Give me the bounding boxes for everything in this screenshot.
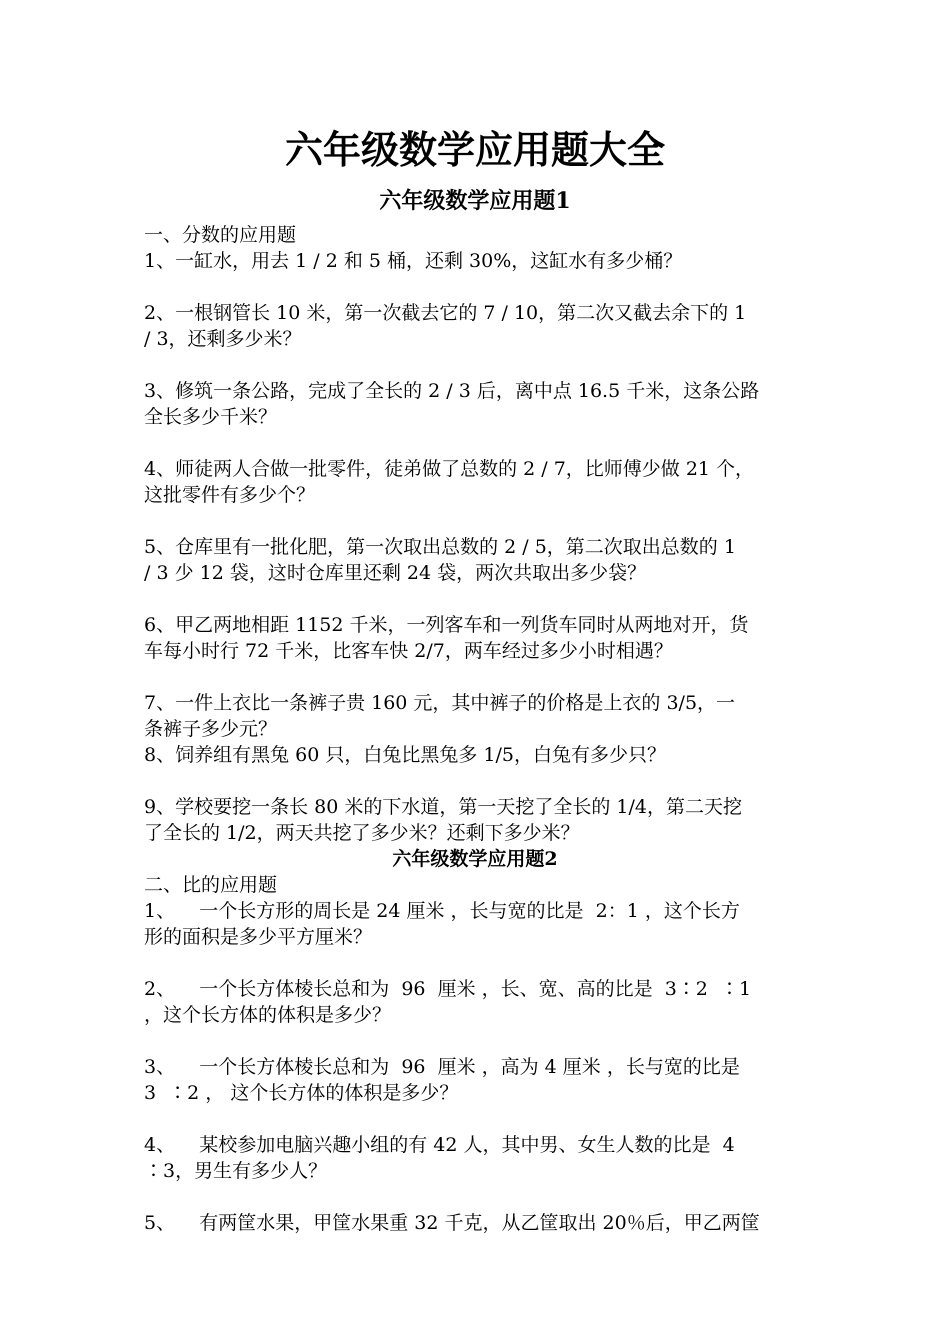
section2-body [144, 872, 814, 1236]
question-9-line-2: 了全长的 1/2，两天共挖了多少米？还剩下多少米？ [144, 822, 580, 844]
question-6-line-1: 6、甲乙两地相距 1152 千米，一列客车和一列货车同时从两地对开，货 [144, 614, 749, 636]
question-3-line-2: 全长多少千米？ [144, 406, 278, 428]
section2-title: 六年级数学应用题2 [392, 848, 558, 870]
section2-heading: 二、比的应用题 [144, 874, 278, 896]
ratio-question-4-line-1: 4、 某校参加电脑兴趣小组的有 42 人，其中男、女生人数的比是 4 [144, 1134, 735, 1156]
ratio-question-3-line-2: 3 ∶2 ， 这个长方体的体积是多少？ [144, 1082, 459, 1104]
question-4-line-1: 4、师徒两人合做一批零件，徒弟做了总数的 2 / 7，比师傅少做 21 个， [144, 458, 755, 480]
section1-heading: 一、分数的应用题 [144, 224, 297, 246]
ratio-question-5-line-1: 5、 有两筐水果，甲筐水果重 32 千克，从乙筐取出 20％后，甲乙两筐 [144, 1212, 760, 1234]
question-2-line-1: 2、一根钢管长 10 米，第一次截去它的 7 / 10，第二次又截去余下的 1 [144, 302, 747, 324]
question-5-line-2: / 3 少 12 袋，这时仓库里还剩 24 袋，两次共取出多少袋？ [144, 562, 647, 584]
ratio-question-1-line-1: 1、 一个长方形的周长是 24 厘米 ，长与宽的比是 2：1 ，这个长方 [144, 900, 740, 922]
question-3-line-1: 3、修筑一条公路，完成了全长的 2 / 3 后，离中点 16.5 千米，这条公路 [144, 380, 760, 402]
ratio-question-1-line-2: 形的面积是多少平方厘米？ [144, 926, 373, 948]
section1-body [144, 222, 814, 846]
question-1-line-1: 1、一缸水，用去 1 / 2 和 5 桶，还剩 30%，这缸水有多少桶？ [144, 250, 683, 272]
ratio-question-4-line-2: ∶3，男生有多少人？ [144, 1160, 328, 1182]
question-2-line-2: / 3，还剩多少米？ [144, 328, 302, 350]
question-7-line-2: 条裤子多少元？ [144, 718, 278, 740]
ratio-question-3-line-1: 3、 一个长方体棱长总和为 96 厘米 ，高为 4 厘米 ，长与宽的比是 [144, 1056, 740, 1078]
question-6-line-2: 车每小时行 72 千米，比客车快 2/7，两车经过多少小时相遇？ [144, 640, 673, 662]
question-5-line-1: 5、仓库里有一批化肥，第一次取出总数的 2 / 5，第二次取出总数的 1 [144, 536, 736, 558]
question-8-line-1: 8、饲养组有黑兔 60 只，白兔比黑兔多 1/5，白兔有多少只？ [144, 744, 666, 766]
section1-title: 六年级数学应用题1 [379, 188, 571, 214]
ratio-question-2-line-1: 2、 一个长方体棱长总和为 96 厘米 ，长、宽、高的比是 3∶2 ∶1 [144, 978, 752, 1000]
question-7-line-1: 7、一件上衣比一条裤子贵 160 元，其中裤子的价格是上衣的 3/5，一 [144, 692, 736, 714]
question-9-line-1: 9、学校要挖一条长 80 米的下水道，第一天挖了全长的 1/4，第二天挖 [144, 796, 742, 818]
ratio-question-2-line-2: ，这个长方体的体积是多少？ [144, 1004, 392, 1026]
document-title: 六年级数学应用题大全 [284, 127, 665, 172]
question-4-line-2: 这批零件有多少个？ [144, 484, 316, 506]
